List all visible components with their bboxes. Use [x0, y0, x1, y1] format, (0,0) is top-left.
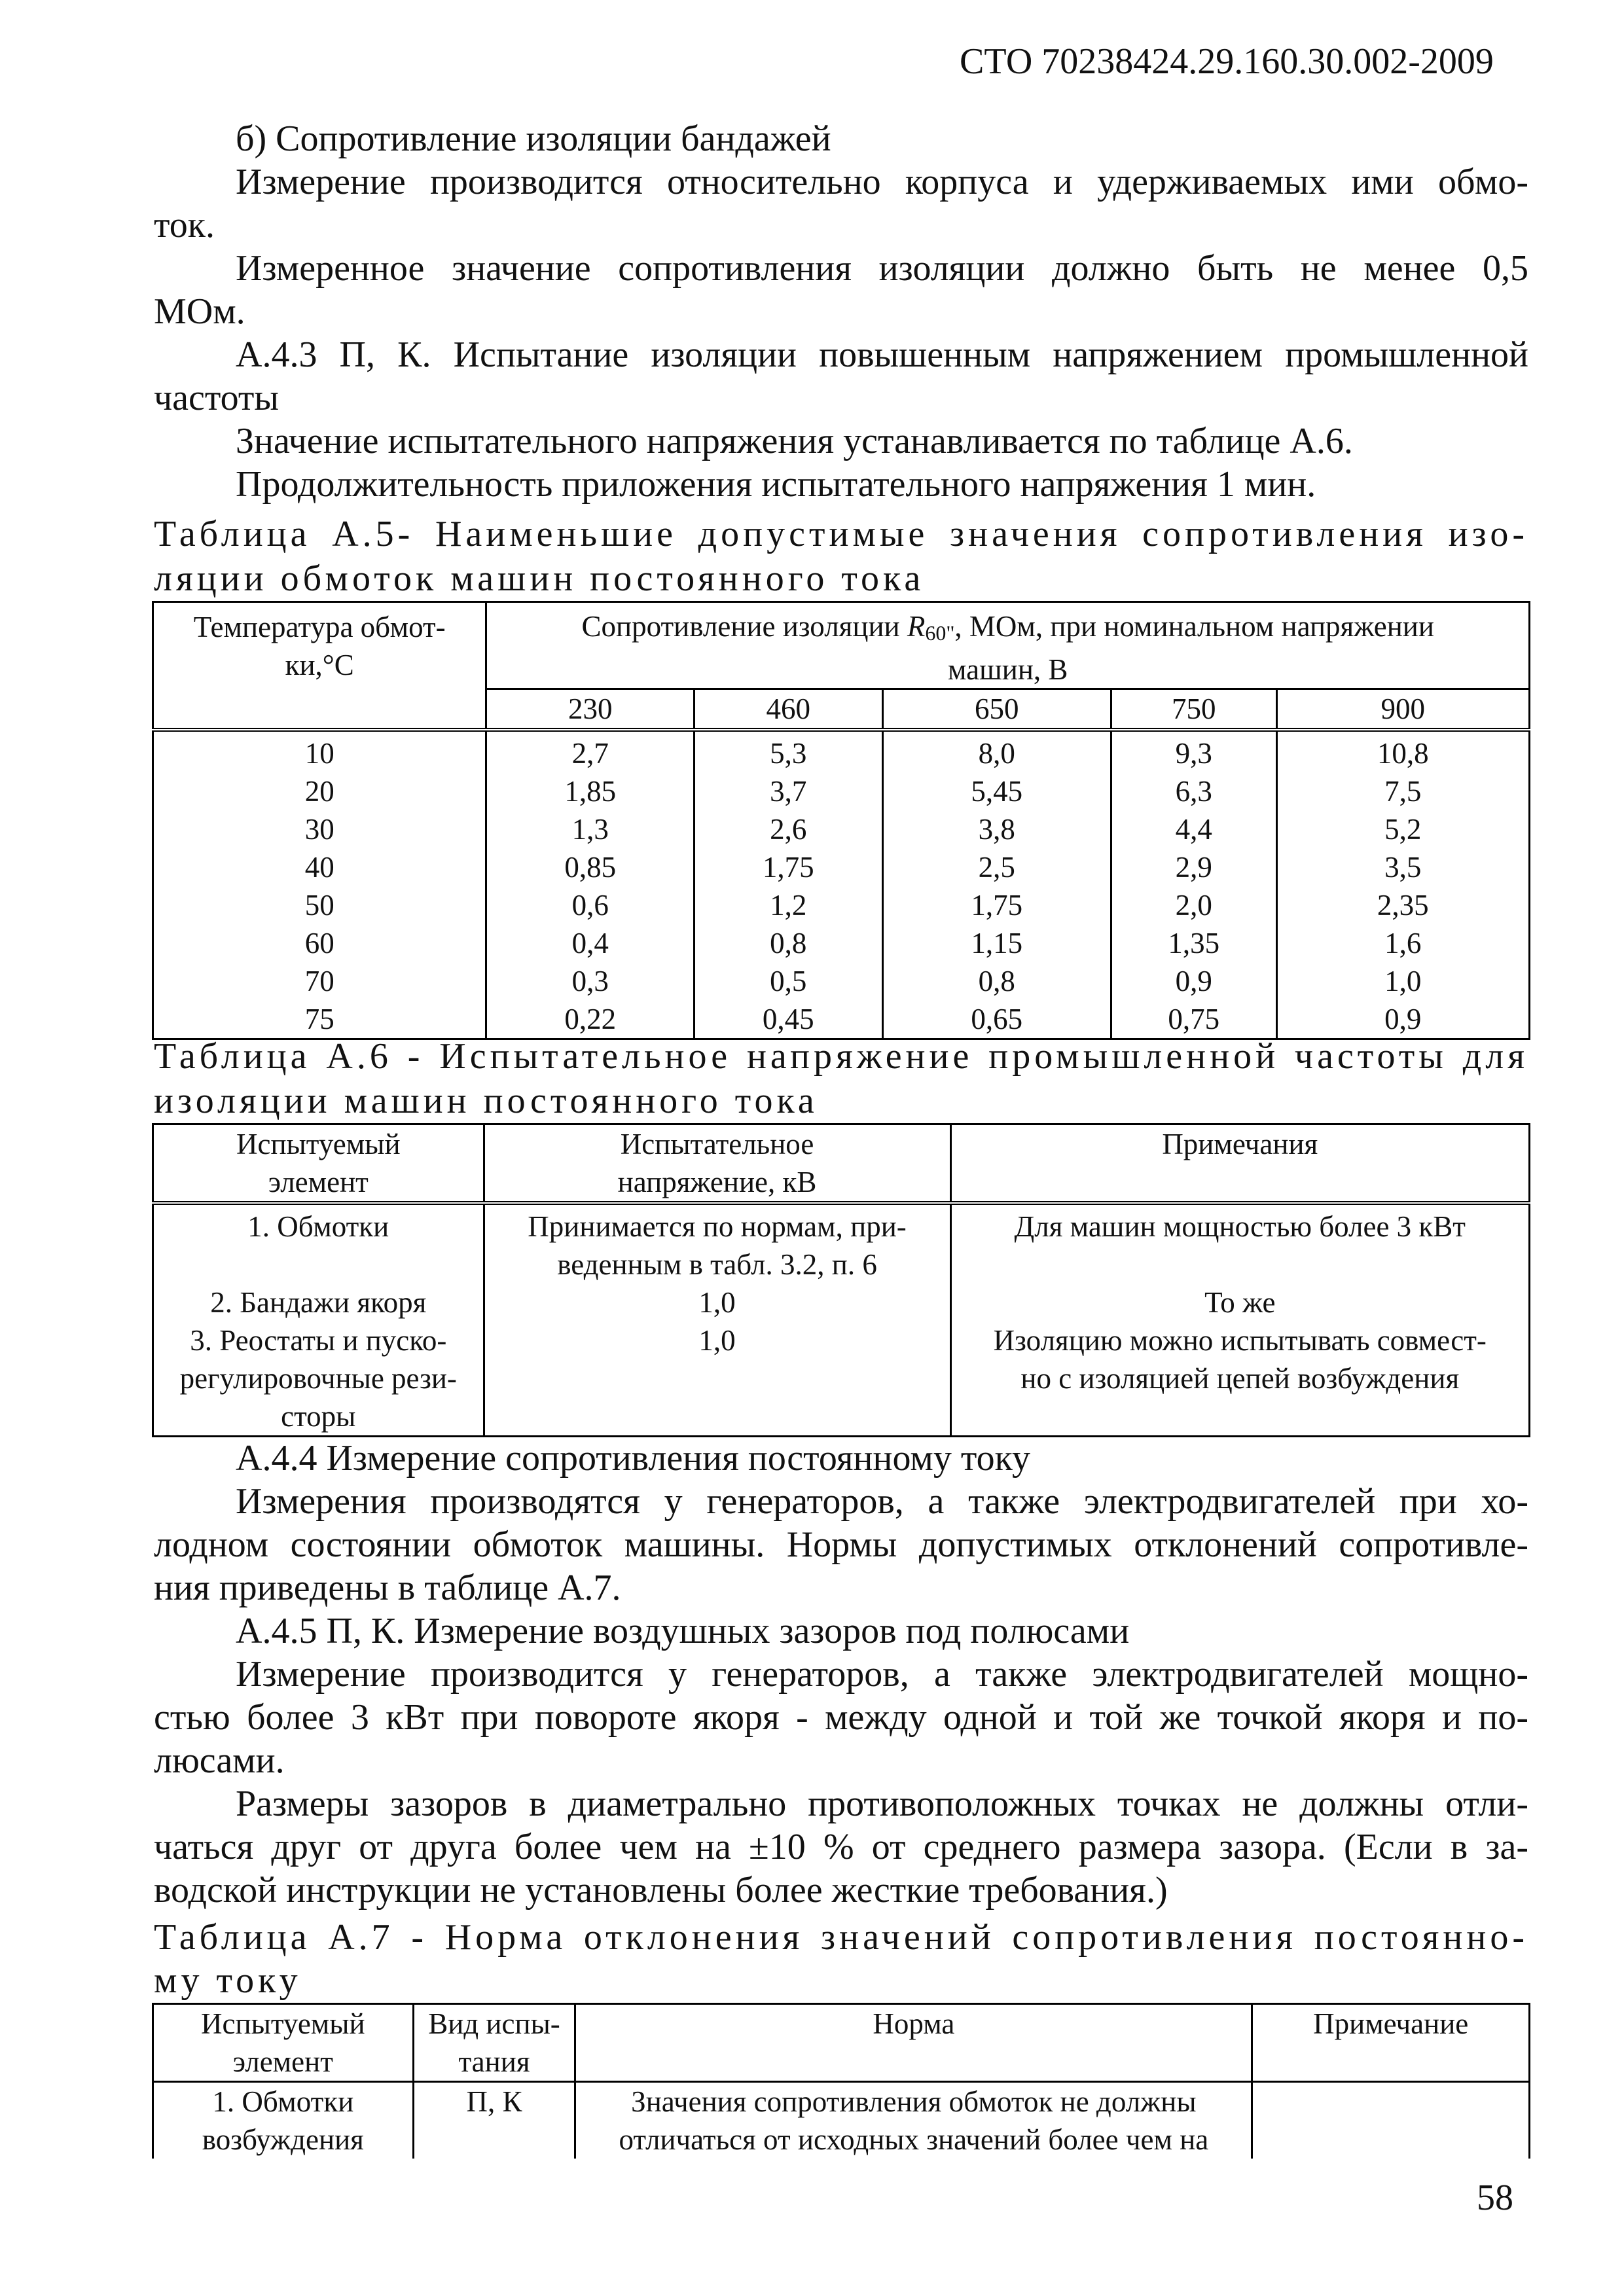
resistance-cell: 5,2 [1276, 810, 1529, 848]
table-row [153, 924, 1530, 962]
col-header-voltage: 900 [1276, 689, 1529, 730]
resistance-cell: 2,0 [1111, 886, 1276, 924]
table-cell: 1. Обмотки возбуждения [153, 2082, 414, 2159]
table-cell: Для машин мощностью более 3 кВт То же Изоляцию можно испытывать совмест- но с изоляцией цепей возбуждения [950, 1203, 1529, 1437]
col-header-test-type: Вид испы- тания [413, 2004, 575, 2082]
resistance-cell: 1,6 [1276, 924, 1529, 962]
resistance-cell: 3,5 [1276, 848, 1529, 886]
resistance-cell: 1,85 [486, 772, 695, 810]
col-header-notes: Примечания [950, 1124, 1529, 1204]
col-header-norm: Норма [575, 2004, 1252, 2082]
resistance-cell: 0,6 [486, 886, 695, 924]
resistance-cell: 9,3 [1111, 730, 1276, 772]
resistance-cell: 0,9 [1111, 962, 1276, 1000]
resistance-cell: 0,5 [694, 962, 882, 1000]
page-number: 58 [1477, 2178, 1513, 2218]
col-header-voltage: 230 [486, 689, 695, 730]
section-heading-a43: А.4.3 П, К. Испытание изоляции повышенным напряжением промышленной [236, 334, 1528, 375]
resistance-cell: 0,45 [694, 1000, 882, 1039]
paragraph-line: Размеры зазоров в диаметрально противоположных точках не должны отли- [236, 1784, 1528, 1824]
col-header-test-voltage: Испытательное напряжение, кВ [484, 1124, 950, 1204]
paragraph-line: Измерение производится у генераторов, а также электродвигателей мощно- [236, 1654, 1528, 1695]
resistance-cell: 0,9 [1276, 1000, 1529, 1039]
subsection-heading-b: б) Сопротивление изоляции бандажей [236, 118, 831, 159]
col-header-voltage: 750 [1111, 689, 1276, 730]
document-code: СТО 70238424.29.160.30.002-2009 [960, 41, 1494, 82]
table-a5 [152, 601, 1530, 1040]
section-heading-a45: А.4.5 П, К. Измерение воздушных зазоров под полюсами [236, 1611, 1130, 1651]
temperature-cell: 30 [153, 810, 486, 848]
table-row [153, 772, 1530, 810]
resistance-cell: 0,75 [1111, 1000, 1276, 1039]
resistance-cell: 0,3 [486, 962, 695, 1000]
resistance-cell: 1,3 [486, 810, 695, 848]
resistance-cell: 2,9 [1111, 848, 1276, 886]
paragraph-line: люсами. [154, 1740, 285, 1781]
col-header-element: Испытуемый элемент [153, 2004, 414, 2082]
resistance-cell: 2,5 [882, 848, 1111, 886]
table-cell: 1. Обмотки 2. Бандажи якоря 3. Реостаты и пуско- регулировочные рези- сторы [153, 1203, 484, 1437]
resistance-cell: 1,75 [882, 886, 1111, 924]
table-cell: Принимается по нормам, при- веденным в табл. 3.2, п. 6 1,0 1,0 [484, 1203, 950, 1437]
table-a6-caption: Таблица А.6 - Испытательное напряжение промышленной частоты для [154, 1036, 1528, 1077]
resistance-cell: 2,35 [1276, 886, 1529, 924]
col-header-note: Примечание [1252, 2004, 1530, 2082]
table-a7-caption: Таблица А.7 - Норма отклонения значений сопротивления постоянно- [154, 1917, 1528, 1958]
table-cell: Значения сопротивления обмоток не должны отличаться от исходных значений более чем на [575, 2082, 1252, 2159]
temperature-cell: 20 [153, 772, 486, 810]
paragraph-line: лодном состоянии обмоток машины. Нормы допустимых отклонений сопротивле- [154, 1524, 1528, 1565]
temperature-cell: 60 [153, 924, 486, 962]
temperature-cell: 75 [153, 1000, 486, 1039]
paragraph-line: ток. [154, 205, 215, 245]
resistance-cell: 10,8 [1276, 730, 1529, 772]
paragraph-line: Значение испытательного напряжения устанавливается по таблице А.6. [236, 421, 1353, 461]
temperature-cell: 70 [153, 962, 486, 1000]
paragraph-line: Измеренное значение сопротивления изоляции должно быть не менее 0,5 [236, 248, 1528, 289]
paragraph-line: Измерение производится относительно корпуса и удерживаемых ими обмо- [236, 162, 1528, 202]
table-a7 [152, 2003, 1530, 2159]
resistance-cell: 1,2 [694, 886, 882, 924]
resistance-cell: 3,7 [694, 772, 882, 810]
group-header-resistance: Сопротивление изоляции $R_{60"}$, МОм, при номинальном напряжении машин, В [486, 602, 1530, 689]
paragraph-line: ния приведены в таблице А.7. [154, 1568, 621, 1608]
paragraph-line: частоты [154, 378, 279, 418]
temperature-cell: 50 [153, 886, 486, 924]
resistance-cell: 1,0 [1276, 962, 1529, 1000]
resistance-cell: 0,85 [486, 848, 695, 886]
table-row [153, 886, 1530, 924]
table-a6-caption-cont: изоляции машин постоянного тока [154, 1081, 818, 1121]
resistance-cell: 0,22 [486, 1000, 695, 1039]
resistance-cell: 7,5 [1276, 772, 1529, 810]
temperature-cell: 10 [153, 730, 486, 772]
resistance-cell: 1,35 [1111, 924, 1276, 962]
resistance-cell: 0,8 [882, 962, 1111, 1000]
resistance-cell: 3,8 [882, 810, 1111, 848]
table-row [153, 1000, 1530, 1039]
resistance-cell: 5,45 [882, 772, 1111, 810]
table-a5-caption: Таблица А.5- Наименьшие допустимые значения сопротивления изо- [154, 514, 1528, 554]
resistance-cell: 6,3 [1111, 772, 1276, 810]
section-heading-a44: А.4.4 Измерение сопротивления постоянному току [236, 1438, 1030, 1479]
table-row [153, 810, 1530, 848]
col-header-voltage: 460 [694, 689, 882, 730]
table-row [153, 848, 1530, 886]
temperature-cell: 40 [153, 848, 486, 886]
resistance-cell: 1,75 [694, 848, 882, 886]
table-a5-caption-cont: ляции обмоток машин постоянного тока [154, 558, 925, 599]
paragraph-line: МОм. [154, 291, 245, 332]
paragraph-line: чаться друг от друга более чем на ±10 % от среднего размера зазора. (Если в за- [154, 1827, 1528, 1867]
resistance-cell: 0,65 [882, 1000, 1111, 1039]
paragraph-line: стью более 3 кВт при повороте якоря - между одной и той же точкой якоря и по- [154, 1697, 1528, 1738]
table-cell [1252, 2082, 1530, 2159]
resistance-cell: 8,0 [882, 730, 1111, 772]
table-row [153, 962, 1530, 1000]
table-a6 [152, 1123, 1530, 1437]
paragraph-line: Продолжительность приложения испытательного напряжения 1 мин. [236, 464, 1316, 505]
table-row [153, 730, 1530, 772]
resistance-cell: 0,4 [486, 924, 695, 962]
col-header-temperature: Температура обмот- ки,°С [153, 602, 486, 730]
resistance-cell: 4,4 [1111, 810, 1276, 848]
table-a7-caption-cont: му току [154, 1960, 302, 2001]
col-header-voltage: 650 [882, 689, 1111, 730]
paragraph-line: водской инструкции не установлены более жесткие требования.) [154, 1870, 1168, 1910]
resistance-cell: 5,3 [694, 730, 882, 772]
col-header-element: Испытуемый элемент [153, 1124, 484, 1204]
resistance-cell: 0,8 [694, 924, 882, 962]
resistance-cell: 2,7 [486, 730, 695, 772]
table-cell: П, К [413, 2082, 575, 2159]
resistance-cell: 2,6 [694, 810, 882, 848]
resistance-cell: 1,15 [882, 924, 1111, 962]
paragraph-line: Измерения производятся у генераторов, а также электродвигателей при хо- [236, 1481, 1528, 1522]
